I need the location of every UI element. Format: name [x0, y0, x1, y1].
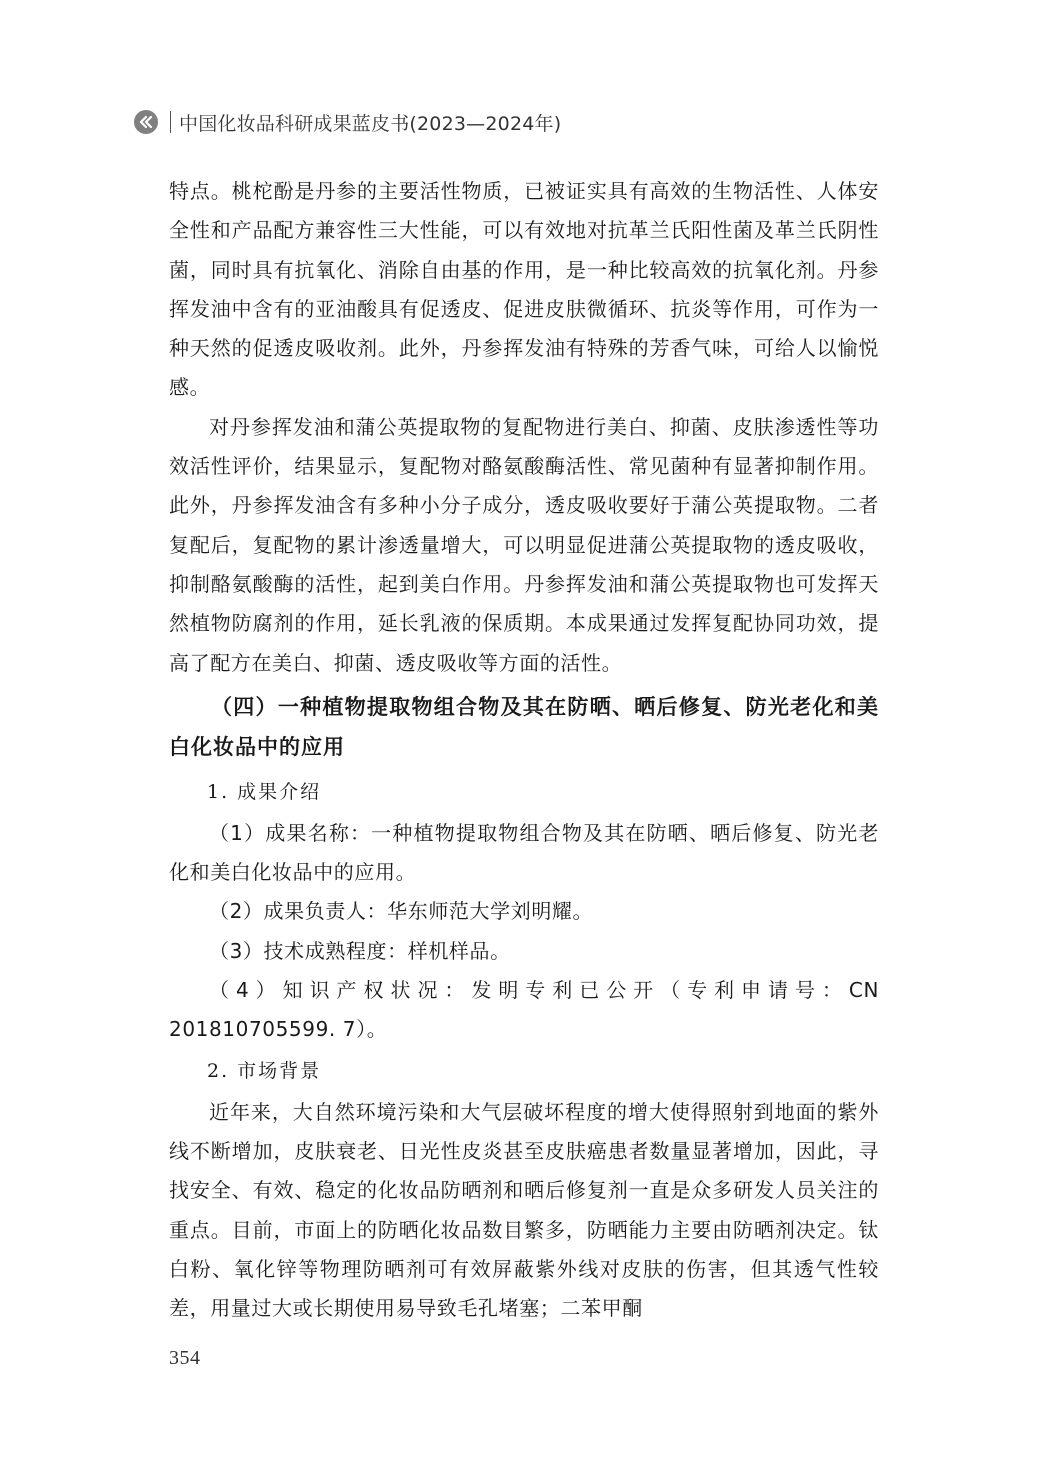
running-header: [134, 106, 561, 138]
section-heading: （四）一种植物提取物组合物及其在防晒、晒后修复、防光老化和美白化妆品中的应用: [169, 694, 879, 759]
subheading-market-background: 2. 市场背景: [207, 1059, 322, 1082]
paragraph-compound-evaluation: 对丹参挥发油和蒲公英提取物的复配物进行美白、抑菌、皮肤渗透性等功效活性评价，结果显示，复配物对酪氨酸酶活性、常见菌种有显著抑制作用。此外，丹参挥发油含有多种小分子成分，透皮吸收要好于蒲公英提取物。二者复配后，复配物的累计渗透量增大，可以明显促进蒲公英提取物的透皮吸收，抑制酪氨酸酶的活性，起到美白作用。丹参挥发油和蒲公英提取物也可发挥天然植物防腐剂的作用，延长乳液的保质期。本成果通过发挥复配协同功效，提高了配方在美白、抑菌、透皮吸收等方面的活性。: [169, 414, 879, 675]
paragraph-market-background: 近年来，大自然环境污染和大气层破坏程度的增大使得照射到地面的紫外线不断增加，皮肤衰老、日光性皮炎甚至皮肤癌患者数量显著增加，因此，寻找安全、有效、稳定的化妆品防晒剂和晒后修复剂一直是众多研发人员关注的重点。目前，市面上的防晒化妆品数目繁多，防晒能力主要由防晒剂决定。钛白粉、氧化锌等物理防晒剂可有效屏蔽紫外线对皮肤的伤害，但其透气性较差，用量过大或长期使用易导致毛孔堵塞；二苯甲酮: [169, 1099, 879, 1321]
list-item-achievement-name: （1）成果名称：一种植物提取物组合物及其在防晒、晒后修复、防光老化和美白化妆品中的应用。: [169, 820, 879, 885]
page-number: 354: [169, 1347, 201, 1369]
list-item-maturity-level: （3）技术成熟程度：样机样品。: [209, 938, 511, 963]
page-body: [169, 172, 879, 1328]
list-item-ip-status: （4）知识产权状况：发明专利已公开（专利申请号：CN 201810705599. 7）。: [169, 978, 879, 1042]
subheading-achievement-intro: 1. 成果介绍: [207, 780, 322, 803]
double-chevron-left-icon: [134, 110, 158, 134]
list-item-responsible-person: （2）成果负责人：华东师范大学刘明耀。: [209, 899, 594, 924]
header-divider: [170, 111, 171, 133]
paragraph-continued: 特点。桃柁酚是丹参的主要活性物质，已被证实具有高效的生物活性、人体安全性和产品配方兼容性三大性能，可以有效地对抗革兰氏阳性菌及革兰氏阴性菌，同时具有抗氧化、消除自由基的作用，是一种比较高效的抗氧化剂。丹参挥发油中含有的亚油酸具有促透皮、促进皮肤微循环、抗炎等作用，可作为一种天然的促透皮吸收剂。此外，丹参挥发油有特殊的芳香气味，可给人以愉悦感。: [169, 179, 879, 400]
book-title: 中国化妆品科研成果蓝皮书(2023—2024年): [179, 112, 562, 135]
